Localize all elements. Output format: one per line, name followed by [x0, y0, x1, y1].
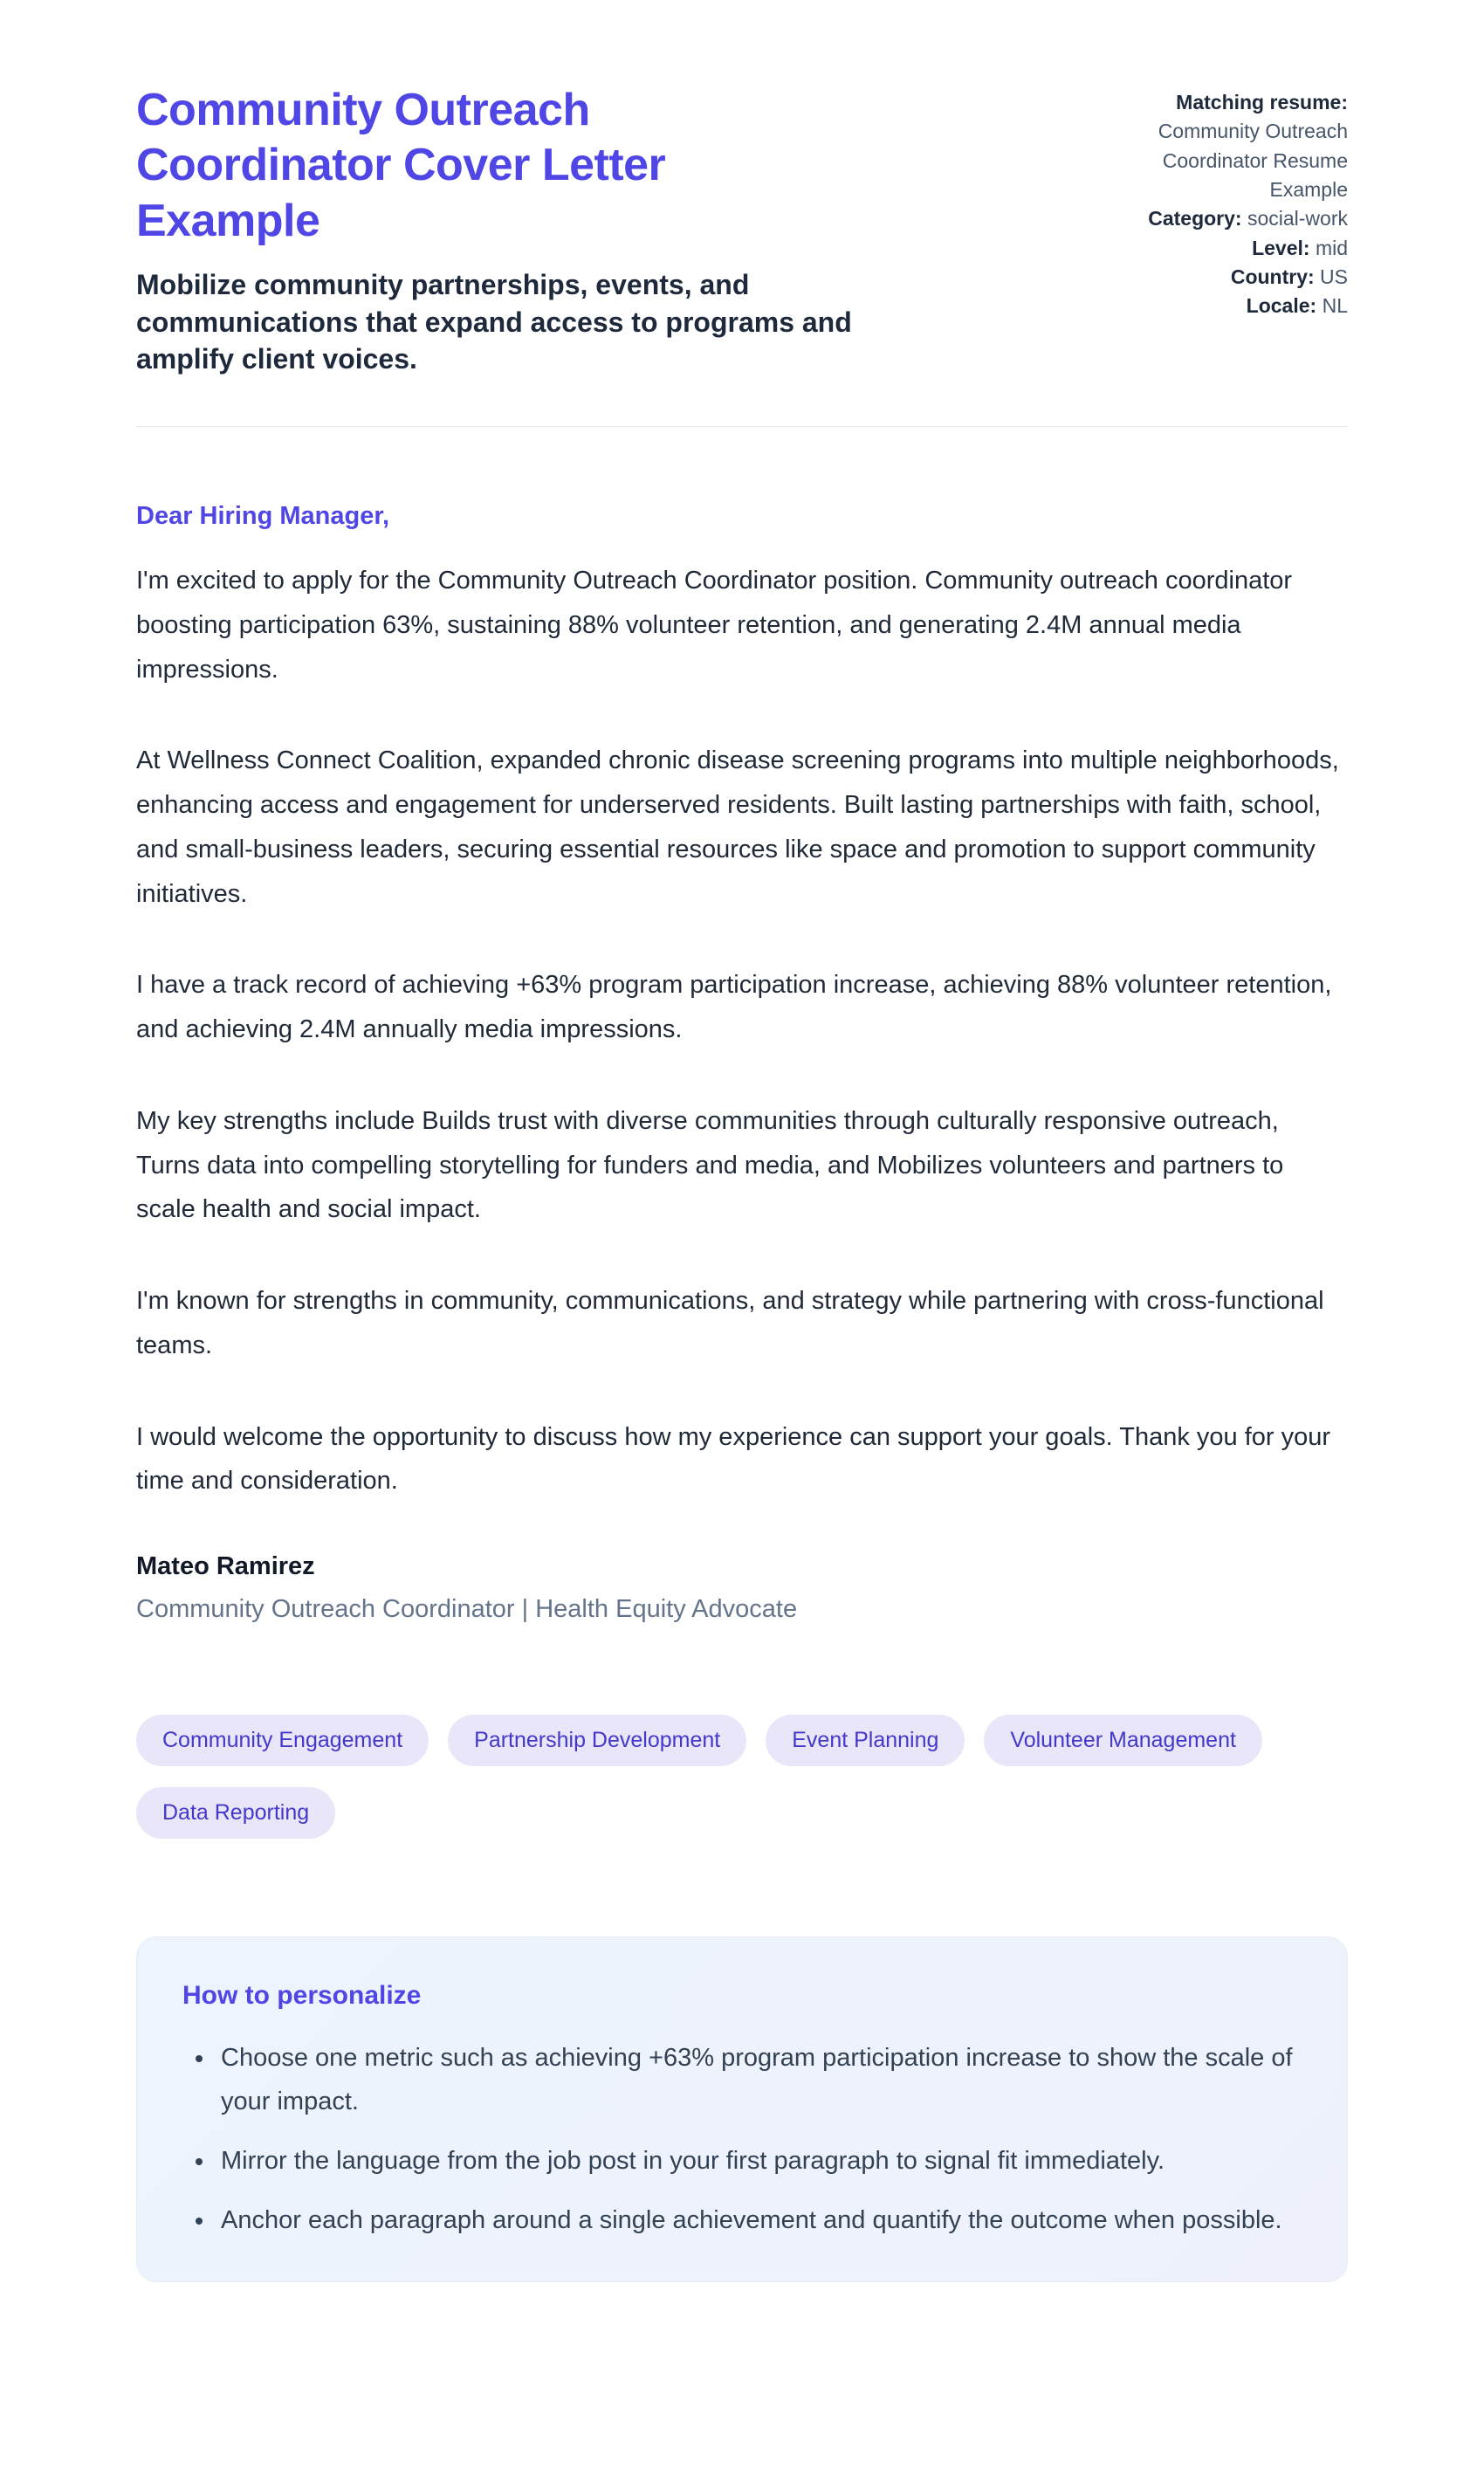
letter-salutation: Dear Hiring Manager, — [136, 502, 390, 531]
personalize-tip: • Mirror the language from the job post in your first paragraph to signal fit immediately. — [216, 2140, 1302, 2184]
header-title-block — [136, 83, 1051, 377]
meta-level — [1086, 234, 1348, 263]
signature-name: Mateo Ramirez — [136, 1552, 315, 1581]
tag-partnership-development[interactable]: Partnership Development — [448, 1715, 746, 1766]
skill-tags — [136, 1715, 1348, 1839]
page-header — [136, 83, 1348, 377]
meta-value: social-work — [1247, 207, 1348, 230]
letter-signature — [136, 1552, 1348, 1624]
meta-value: mid — [1315, 236, 1348, 259]
signature-title: Community Outreach Coordinator | Health Equity Advocate — [136, 1595, 798, 1624]
personalize-title: How to personalize — [182, 1981, 422, 2011]
meta-country — [1086, 263, 1348, 292]
page-subtitle: Mobilize community partnerships, events, and communications that expand access to programs and amplify client voices. — [136, 269, 852, 375]
letter-paragraph: I would welcome the opportunity to discuss how my experience can support your goals. Thank you for your time and consideration. — [136, 1422, 1331, 1496]
meta-label: Country: — [1230, 265, 1315, 289]
meta-value: US — [1320, 265, 1348, 289]
letter-paragraph: I'm excited to apply for the Community Outreach Coordinator position. Community outreach coordinator boosting participation 63%, sustaining 88% volunteer retention, and generating 2.4M annual media impressions. — [136, 567, 1293, 684]
tag-data-reporting[interactable]: Data Reporting — [136, 1787, 335, 1839]
letter-paragraph: I'm known for strengths in community, communications, and strategy while partnering with cross-functional teams. — [136, 1287, 1324, 1359]
resume-meta-panel — [1086, 83, 1348, 321]
personalize-tips-box — [136, 1936, 1348, 2282]
letter-body — [136, 502, 1348, 1624]
tag-volunteer-management[interactable]: Volunteer Management — [984, 1715, 1262, 1766]
personalize-tip-list — [182, 2037, 1302, 2243]
meta-matching-resume — [1086, 88, 1348, 204]
meta-category — [1086, 204, 1348, 233]
letter-paragraph: At Wellness Connect Coalition, expanded chronic disease screening programs into multiple neighborhoods, enhancing access and engagement for underserved residents. Built lasting partnerships with faith, school, and small-business leaders, securing essential resources like space and promotion to support community initiatives. — [136, 746, 1339, 908]
cover-letter-page — [136, 0, 1348, 2370]
meta-label: Locale: — [1246, 294, 1317, 318]
tag-event-planning[interactable]: Event Planning — [766, 1715, 965, 1766]
personalize-tip: • Anchor each paragraph around a single achievement and quantify the outcome when possible. — [216, 2199, 1302, 2243]
tag-community-engagement[interactable]: Community Engagement — [136, 1715, 429, 1766]
page-title: Community Outreach Coordinator Cover Letter Example — [136, 85, 666, 246]
meta-value: Community Outreach Coordinator Resume Example — [1158, 120, 1348, 202]
meta-locale — [1086, 292, 1348, 320]
personalize-tip: • Choose one metric such as achieving +63% program participation increase to show the scale of your impact. — [216, 2037, 1302, 2124]
letter-paragraph: I have a track record of achieving +63% program participation increase, achieving 88% volunteer retention, and achieving 2.4M annually media impressions. — [136, 971, 1332, 1044]
meta-label: Level: — [1252, 236, 1310, 259]
header-divider — [136, 426, 1348, 427]
meta-label: Matching resume: — [1176, 91, 1348, 113]
meta-label: Category: — [1148, 207, 1242, 230]
meta-value: NL — [1322, 294, 1348, 318]
letter-paragraph: My key strengths include Builds trust with diverse communities through culturally responsive outreach, Turns data into compelling storytelling for funders and media, and Mobilizes volunteers and partners to scale health and social impact. — [136, 1106, 1284, 1224]
